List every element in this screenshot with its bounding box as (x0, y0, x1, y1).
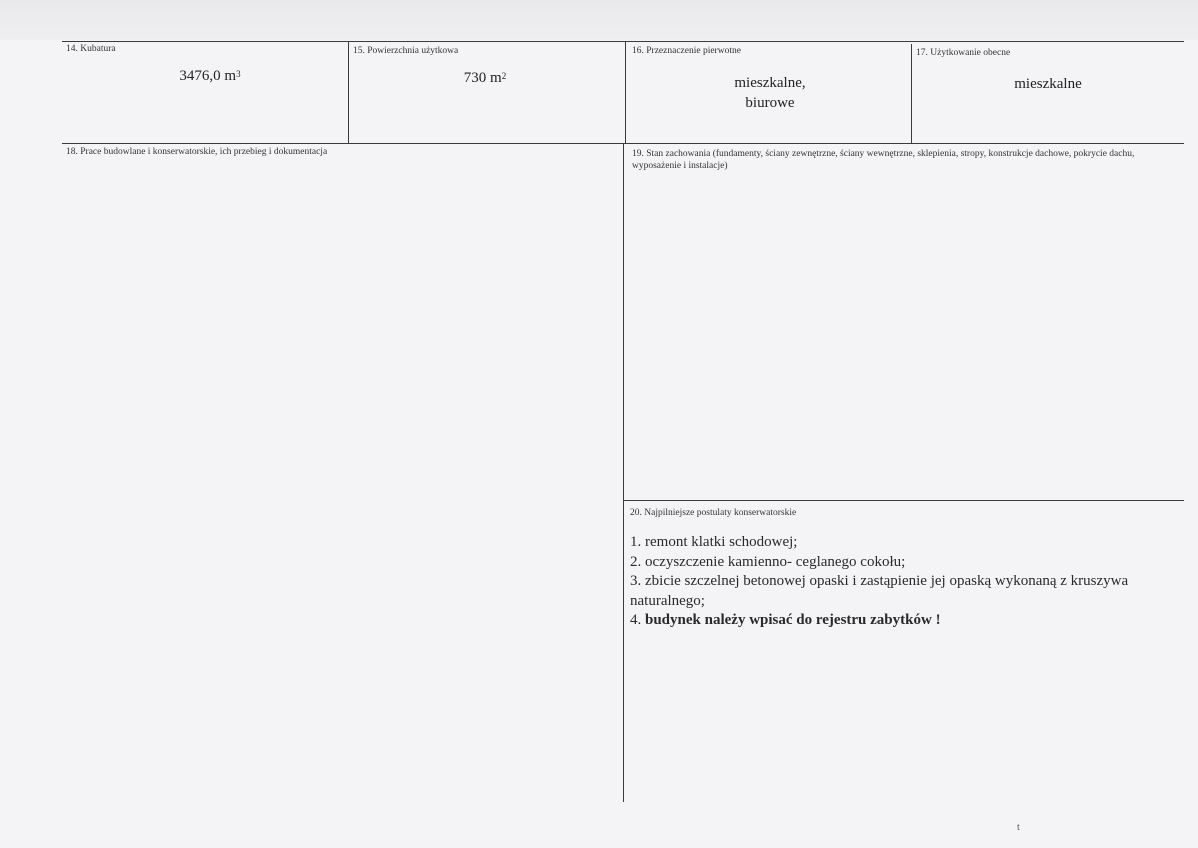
list-item (630, 533, 1170, 553)
rule-v-18-19 (623, 143, 624, 802)
rule-v-14-15 (348, 41, 349, 143)
list-item-number: 3. (630, 573, 642, 589)
list-item-number: 1. (630, 534, 642, 550)
field-16-value-line1: mieszkalne, (734, 75, 806, 91)
field-14-value (150, 66, 270, 86)
rule-top (62, 41, 1184, 42)
field-19-label: 19. Stan zachowania (fundamenty, ściany zewnętrzne, ściany wewnętrzne, sklepienia, stropy, konstrukcje dachowe, pokrycie dachu, wyposażenie i instalacje) (632, 149, 1135, 171)
field-20-label: 20. Najpilniejsze postulaty konserwatorskie (630, 508, 797, 518)
list-item-text: budynek należy wpisać do rejestru zabytków ! (645, 612, 941, 628)
list-item (630, 611, 1170, 631)
list-item-text: oczyszczenie kamienno- ceglanego cokołu; (645, 553, 906, 570)
list-item (630, 553, 1170, 573)
rule-v-15-16 (625, 41, 626, 143)
page-mark: t (1017, 822, 1020, 833)
field-14-label: 14. Kubatura (66, 44, 116, 54)
field-15-unit-exponent: 2 (501, 71, 507, 81)
field-14-unit-exponent: 3 (236, 69, 241, 79)
list-item (630, 572, 1170, 611)
field-17-value: mieszkalne (1014, 76, 1082, 92)
list-item-number: 4. (630, 612, 642, 628)
postulaty-list (630, 533, 1170, 631)
list-item-text: remont klatki schodowej; (645, 534, 798, 550)
field-16-value-line2: biurowe (745, 95, 795, 111)
field-16-label: 16. Przeznaczenie pierwotne (632, 46, 741, 56)
list-item-number: 2. (630, 553, 642, 570)
field-16-value (700, 73, 840, 113)
field-15-number: 730 m (463, 70, 502, 86)
rule-v-16-17 (911, 44, 912, 143)
field-14-number: 3476,0 m (179, 68, 237, 84)
field-18-label: 18. Prace budowlane i konserwatorskie, ich przebieg i dokumentacja (66, 147, 328, 157)
list-item-text: zbicie szczelnej betonowej opaski i zastąpienie jej opaską wykonaną z kruszywa naturalnego; (630, 573, 1129, 609)
field-15-value (440, 68, 530, 88)
field-17-label: 17. Użytkowanie obecne (916, 48, 1011, 58)
field-15-label: 15. Powierzchnia użytkowa (353, 46, 459, 56)
rule-f20-top (624, 500, 1184, 501)
